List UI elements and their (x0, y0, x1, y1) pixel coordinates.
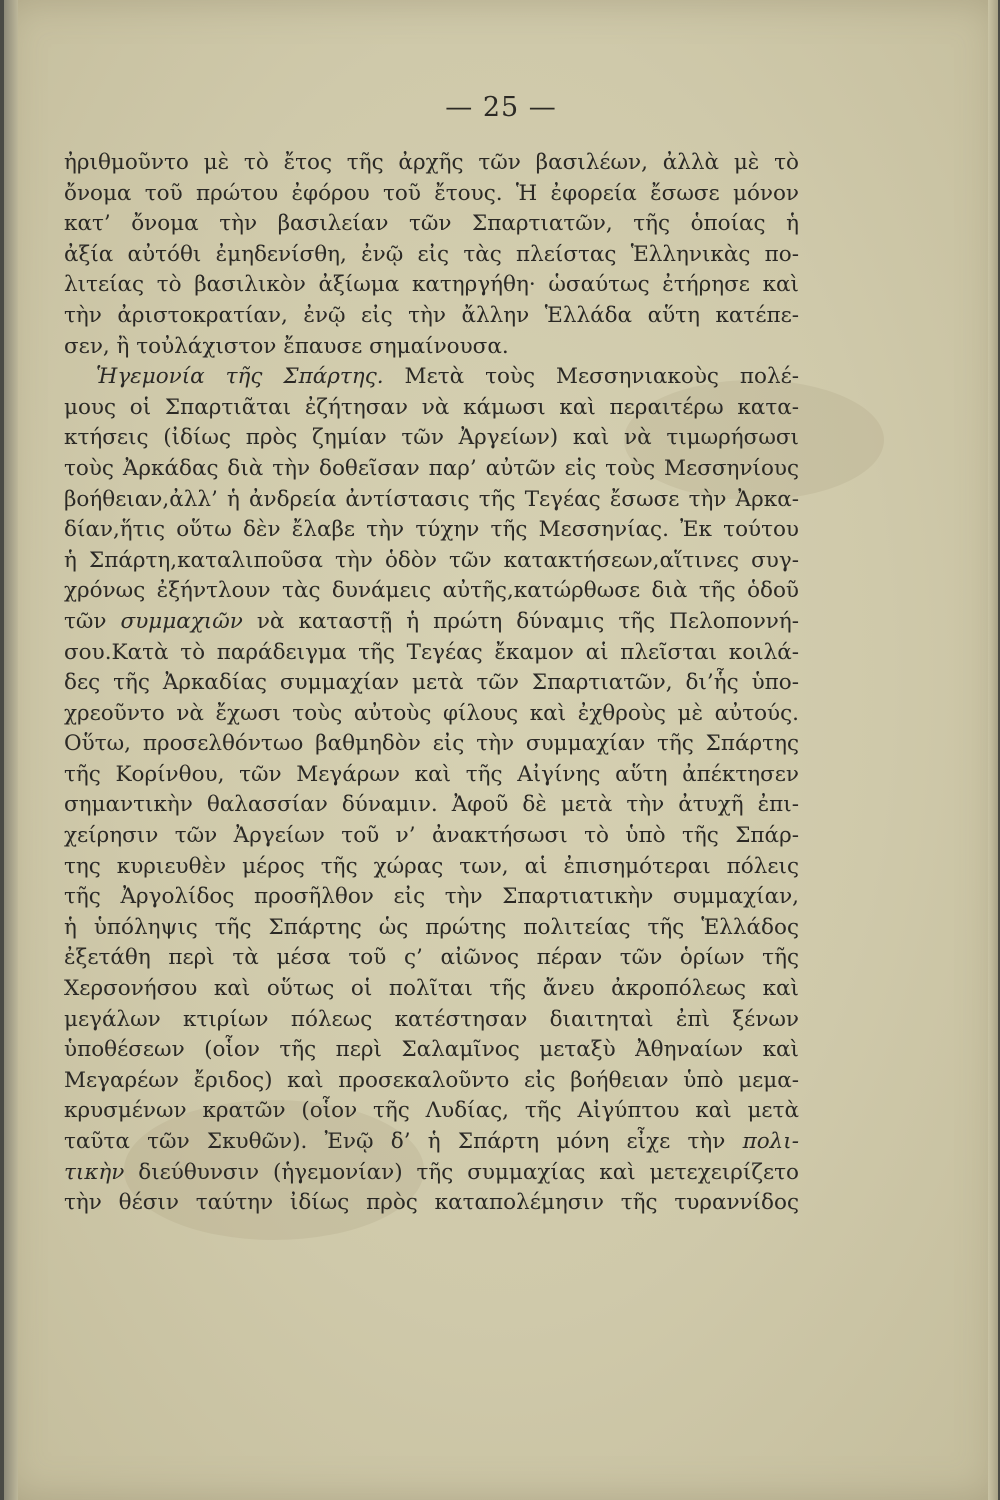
line-text: Χερσονήσου καὶ οὕτως οἱ πολῖται τῆς ἄνευ ἀκροπόλεως καὶ (64, 976, 799, 1002)
line-text: χείρησιν τῶν Ἀργείων τοῦ ν’ ἀνακτήσωσι τὸ ὑπὸ τῆς Σπάρ- (64, 823, 799, 849)
line-text: χρόνως ἐξήντλουν τὰς δυνάμεις αὐτῆς,κατώρθωσε διὰ τῆς ὁδοῦ (64, 578, 799, 604)
text-line (64, 270, 799, 301)
line-text: μους οἱ Σπαρτιᾶται ἐζήτησαν νὰ κάμωσι καὶ περαιτέρω κατα- (64, 394, 799, 420)
text-line (64, 515, 799, 546)
text-line (64, 882, 799, 913)
text-line (64, 790, 799, 821)
line-text: μεγάλων κτιρίων πόλεως κατέστησαν διαιτηταὶ ἐπὶ ξένων (64, 1006, 799, 1032)
text-line (64, 607, 799, 638)
text-line (64, 852, 799, 883)
line-text: ὑποθέσεων (οἷον τῆς περὶ Σαλαμῖνος μεταξὺ Ἀθηναίων καὶ (64, 1037, 799, 1063)
text-line (64, 760, 799, 791)
line-text: τὴν θέσιν ταύτην ἰδίως πρὸς καταπολέμησιν τῆς τυραννίδος (64, 1190, 799, 1216)
line-text: τῆς Κορίνθου, τῶν Μεγάρων καὶ τῆς Αἰγίνης αὕτη ἀπέκτησεν (64, 761, 799, 787)
italic-heading: τικὴν (64, 1159, 125, 1185)
text-line (64, 699, 799, 730)
line-text: κατ’ ὄνομα τὴν βασιλείαν τῶν Σπαρτιατῶν, τῆς ὁποίας ἡ (64, 211, 799, 237)
text-line (64, 974, 799, 1005)
text-line (64, 821, 799, 852)
line-text: της κυριευθὲν μέρος τῆς χώρας των, αἱ ἐπισημότεραι πόλεις (64, 853, 799, 879)
line-text: βοήθειαν,ἀλλ’ ἡ ἀνδρεία ἀντίστασις τῆς Τεγέας ἔσωσε τὴν Ἀρκα- (64, 486, 799, 512)
text-line (64, 638, 799, 669)
text-line (64, 332, 799, 363)
line-text: κτήσεις (ἰδίως πρὸς ζημίαν τῶν Ἀργείων) καὶ νὰ τιμωρήσωσι (64, 425, 799, 451)
text-line (64, 1066, 799, 1097)
line-text: δες τῆς Ἀρκαδίας συμμαχίαν μετὰ τῶν Σπαρτιατῶν, δι’ἧς ὑπο- (64, 670, 799, 696)
line-text: ὄνομα τοῦ πρώτου ἐφόρου τοῦ ἔτους. Ἡ ἐφορεία ἔσωσε μόνον (64, 180, 799, 206)
text-line (64, 179, 799, 210)
line-text: σεν, ἢ τοὐλάχιστον ἔπαυσε σημαίνουσα. (64, 333, 509, 359)
line-text: νὰ καταστῇ ἡ πρώτη δύναμις τῆς Πελοποννή- (242, 608, 799, 634)
line-text: Οὕτω, προσελθόντωο βαθμηδὸν εἰς τὴν συμμαχίαν τῆς Σπάρτης (64, 731, 799, 757)
text-line (64, 1158, 799, 1189)
text-line (64, 1035, 799, 1066)
page-left-edge (4, 0, 18, 1500)
line-text: τῆς Ἀργολίδος προσῆλθον εἰς τὴν Σπαρτιατικὴν συμμαχίαν, (64, 884, 799, 910)
line-text: ἀξία αὐτόθι ἐμηδενίσθη, ἐνῷ εἰς τὰς πλείστας Ἑλληνικὰς πο- (64, 241, 799, 267)
line-text: τοὺς Ἀρκάδας διὰ τὴν δοθεῖσαν παρ’ αὐτῶν εἰς τοὺς Μεσσηνίους (64, 455, 799, 481)
text-line (64, 943, 799, 974)
line-text: ἐξετάθη περὶ τὰ μέσα τοῦ ς’ αἰῶνος πέραν τῶν ὁρίων τῆς (64, 945, 799, 971)
line-text: Μεγαρέων ἔριδος) καὶ προσεκαλοῦντο εἰς βοήθειαν ὑπὸ μεμα- (64, 1067, 799, 1093)
line-text: Μετὰ τοὺς Μεσσηνιακοὺς πολέ- (383, 364, 799, 390)
line-text: ταῦτα τῶν Σκυθῶν). Ἐνῷ δ’ ἡ Σπάρτη μόνη εἶχε τὴν (64, 1129, 743, 1154)
text-line (64, 576, 799, 607)
line-text: δίαν,ἥτις οὕτω δὲν ἔλαβε τὴν τύχην τῆς Μεσσηνίας. Ἐκ τούτου (64, 517, 799, 543)
line-text: κρυσμένων κρατῶν (οἷον τῆς Λυδίας, τῆς Αἰγύπτου καὶ μετὰ (64, 1098, 799, 1124)
line-text: τῶν (64, 608, 121, 634)
text-line (64, 148, 799, 179)
text-line (64, 240, 799, 271)
text-line (64, 668, 799, 699)
page-right-edge (988, 0, 998, 1500)
text-line (64, 393, 799, 424)
italic-heading: Ἡγεμονία τῆς Σπάρτης. (96, 364, 384, 390)
line-text: ἠριθμοῦντο μὲ τὸ ἔτος τῆς ἀρχῆς τῶν βασιλέων, ἀλλὰ μὲ τὸ (64, 150, 799, 175)
text-line (64, 913, 799, 944)
line-text: σου.Κατὰ τὸ παράδειγμα τῆς Τεγέας ἔκαμον αἱ πλεῖσται κοιλά- (64, 639, 799, 665)
text-line (64, 1127, 799, 1158)
italic-heading: συμμαχιῶν (120, 608, 243, 634)
text-line (64, 423, 799, 454)
page-number: — 25 — (445, 92, 557, 123)
line-text: διεύθυνσιν (ἡγεμονίαν) τῆς συμμαχίας καὶ μετεχειρίζετο (124, 1159, 799, 1185)
text-line (64, 301, 799, 332)
text-line (64, 729, 799, 760)
line-text: ἡ ὑπόληψις τῆς Σπάρτης ὡς πρώτης πολιτείας τῆς Ἑλλάδος (64, 914, 799, 940)
text-line (64, 209, 799, 240)
line-text: χρεοῦντο νὰ ἔχωσι τοὺς αὐτοὺς φίλους καὶ ἐχθροὺς μὲ αὐτούς. (64, 700, 799, 726)
text-line (64, 546, 799, 577)
line-text: λιτείας τὸ βασιλικὸν ἀξίωμα κατηργήθη· ὡσαύτως ἐτήρησε καὶ (64, 272, 799, 298)
line-text: ἡ Σπάρτη,καταλιποῦσα τὴν ὁδὸν τῶν κατακτήσεων,αἵτινες συγ- (64, 547, 799, 573)
line-text: σημαντικὴν θαλασσίαν δύναμιν. Ἀφοῦ δὲ μετὰ τὴν ἀτυχῆ ἐπι- (64, 792, 799, 818)
line-text: τὴν ἀριστοκρατίαν, ἐνῷ εἰς τὴν ἄλλην Ἑλλάδα αὕτη κατέπε- (64, 302, 799, 328)
text-line (64, 1005, 799, 1036)
italic-term: πολι- (742, 1129, 799, 1154)
body-text (64, 148, 799, 1219)
book-page (4, 0, 998, 1500)
text-line (64, 1096, 799, 1127)
text-line (64, 362, 799, 393)
text-line (64, 454, 799, 485)
text-line (64, 1188, 799, 1219)
text-line (64, 485, 799, 516)
